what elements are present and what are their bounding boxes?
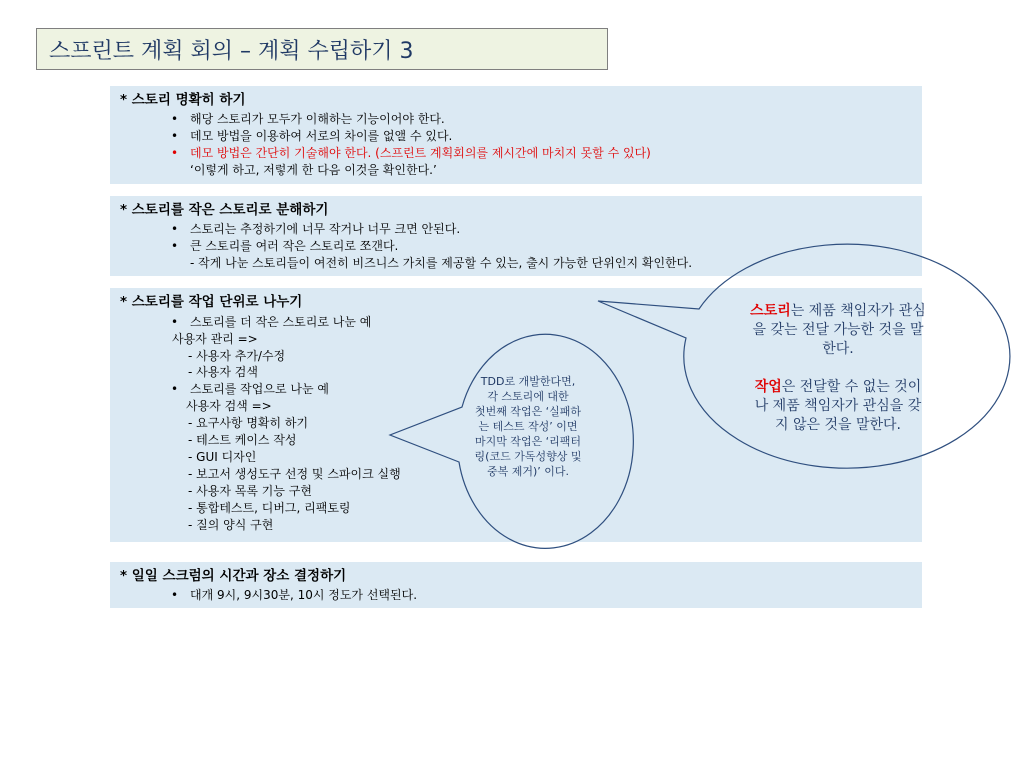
list-item: • 스토리를 작업으로 나눈 예 — [190, 382, 329, 396]
callout-line: 마지막 작업은 ‘리팩터 — [474, 435, 582, 448]
callout-line — [718, 378, 958, 397]
task-item: - 보고서 생성도구 선정 및 스파이크 실행 — [188, 467, 401, 481]
callout-line — [718, 302, 958, 321]
task-item: - 사용자 목록 기능 구현 — [188, 484, 312, 498]
section-heading: * 일일 스크럼의 시간과 장소 결정하기 — [120, 568, 347, 584]
callout-spacer — [718, 359, 958, 378]
example-label: 사용자 검색 => — [186, 399, 272, 413]
example-item: - 사용자 추가/수정 — [188, 349, 286, 363]
story-keyword: 스토리 — [750, 303, 791, 319]
example-label: 사용자 관리 => — [172, 332, 258, 346]
section-heading: * 스토리 명확히 하기 — [120, 92, 246, 108]
example-item: - 사용자 검색 — [188, 365, 258, 379]
callout-line: 한다. — [822, 341, 854, 357]
list-item: • 해당 스토리가 모두가 이해하는 기능이어야 한다. — [190, 112, 445, 126]
callout-line: 지 않은 것을 말한다. — [775, 417, 901, 433]
task-item: - 요구사항 명확히 하기 — [188, 416, 309, 430]
list-item: • 데모 방법을 이용하여 서로의 차이를 없앨 수 있다. — [190, 129, 452, 143]
list-item: • 스토리는 추정하기에 너무 작거나 너무 크면 안된다. — [190, 222, 460, 236]
task-keyword: 작업 — [754, 379, 782, 395]
list-item-warning: • 데모 방법은 간단히 기술해야 한다. (스프린트 계획회의를 제시간에 마치지 못할 수 있다) — [190, 146, 651, 160]
callout-line: 각 스토리에 대한 — [487, 390, 569, 403]
slide-title: 스프린트 계획 회의 – 계획 수립하기 3 — [49, 39, 414, 64]
callout-line: 첫번째 작업은 ‘실패하 — [474, 405, 582, 418]
task-item: - GUI 디자인 — [188, 450, 257, 464]
section-heading: * 스토리를 작은 스토리로 분해하기 — [120, 202, 329, 218]
task-item: - 질의 양식 구현 — [188, 518, 274, 532]
list-item: • 큰 스토리를 여러 작은 스토리로 쪼갠다. — [190, 239, 398, 253]
callout-line: 을 갖는 전달 가능한 것을 말 — [752, 322, 924, 338]
demo-example-note: ‘이렇게 하고, 저렇게 한 다음 이것을 확인한다.’ — [190, 163, 437, 177]
task-item: - 통합테스트, 디버그, 리팩토링 — [188, 501, 351, 515]
tdd-callout-text — [458, 374, 598, 479]
callout-line: TDD로 개발한다면, — [480, 375, 576, 388]
callout-line: 링(코드 가독성향상 및 — [474, 450, 582, 463]
callout-line: 중복 제거)’ 이다. — [486, 465, 570, 478]
callout-line: 나 제품 책임자가 관심을 갖 — [754, 398, 922, 414]
list-item: • 대개 9시, 9시30분, 10시 정도가 선택된다. — [190, 588, 417, 602]
story-task-callout-text — [718, 302, 958, 435]
callout-text: 은 전달할 수 없는 것이 — [781, 379, 922, 395]
callout-text: 는 제품 책임자가 관심 — [790, 303, 926, 319]
section-heading: * 스토리를 작업 단위로 나누기 — [120, 294, 303, 310]
list-item: • 스토리를 더 작은 스토리로 나눈 예 — [190, 315, 371, 329]
split-check-note: - 작게 나눈 스토리들이 여전히 비즈니스 가치를 제공할 수 있는, 출시 가능한 단위인지 확인한다. — [190, 256, 693, 270]
callout-line: 는 테스트 작성’ 이면 — [478, 420, 578, 433]
task-item: - 테스트 케이스 작성 — [188, 433, 297, 447]
